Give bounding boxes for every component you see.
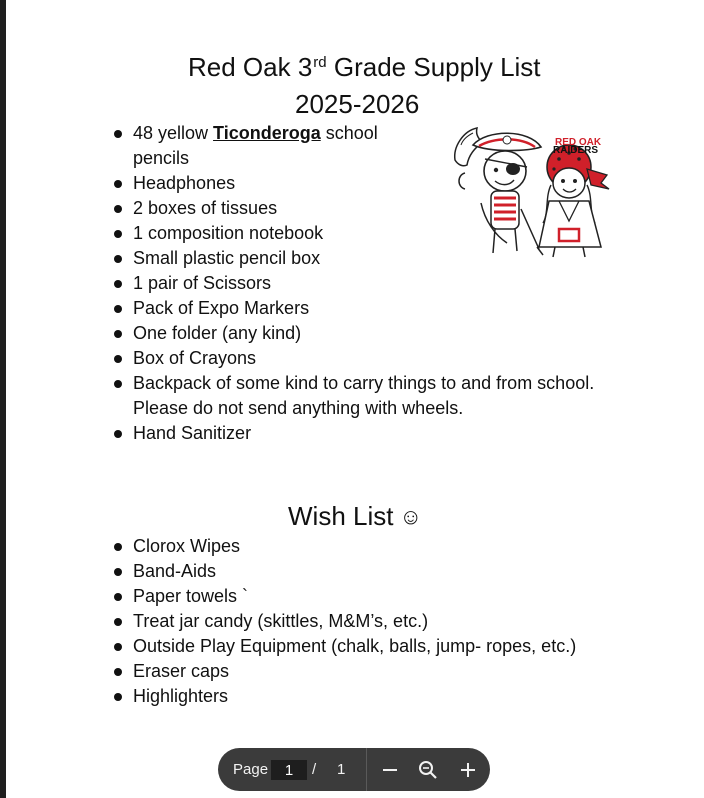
smiley-icon: ☺ <box>399 504 422 529</box>
list-item: 48 yellow Ticonderoga school <box>112 121 594 146</box>
pdf-page-toolbar <box>218 748 490 791</box>
list-item: Hand Sanitizer <box>112 421 594 446</box>
list-item: Outside Play Equipment (chalk, balls, jump- ropes, etc.) <box>112 634 576 659</box>
pdf-page <box>6 0 704 798</box>
list-item: Highlighters <box>112 684 576 709</box>
minus-icon <box>377 757 403 783</box>
title-text-rest: Grade Supply List <box>326 52 541 82</box>
wish-list <box>112 534 576 709</box>
page-number-input[interactable] <box>271 760 307 780</box>
list-item: 1 pair of Scissors <box>112 271 594 296</box>
brand-emphasis: Ticonderoga <box>213 123 321 143</box>
wish-list-title: Wish List <box>288 501 394 531</box>
zoom-in-button[interactable] <box>455 757 481 783</box>
list-item: Backpack of some kind to carry things to and from school. <box>112 371 594 396</box>
title-text: Red Oak 3 <box>188 52 313 82</box>
list-item: Box of Crayons <box>112 346 594 371</box>
list-item: Pack of Expo Markers <box>112 296 594 321</box>
logo-text-line1: RED OAK <box>555 137 602 148</box>
list-item: Paper towels ` <box>112 584 576 609</box>
school-year: 2025-2026 <box>295 89 420 119</box>
list-item: One folder (any kind) <box>112 321 594 346</box>
list-item: Eraser caps <box>112 659 576 684</box>
title-superscript: rd <box>313 54 327 71</box>
page-title <box>188 52 541 82</box>
zoom-button[interactable] <box>415 757 441 783</box>
page-separator: / <box>312 761 317 778</box>
zoom-out-button[interactable] <box>377 757 403 783</box>
page-label: Page <box>233 761 269 778</box>
total-pages: 1 <box>337 761 346 778</box>
plus-icon <box>455 757 481 783</box>
list-item: Treat jar candy (skittles, M&M’s, etc.) <box>112 609 576 634</box>
wish-list-heading <box>288 501 422 533</box>
magnifier-icon <box>415 757 441 783</box>
list-item: Clorox Wipes <box>112 534 576 559</box>
list-item: Band-Aids <box>112 559 576 584</box>
logo-text-line2: RAIDERS <box>553 145 599 156</box>
list-item: Headphones <box>112 171 594 196</box>
list-item-continuation: pencils <box>133 148 190 168</box>
toolbar-divider <box>366 748 367 791</box>
list-item: 1 composition notebook <box>112 221 594 246</box>
red-oak-raiders-logo <box>451 125 611 260</box>
list-item-continuation: Please do not send anything with wheels. <box>133 398 464 418</box>
list-item: 2 boxes of tissues <box>112 196 594 221</box>
list-item: Small plastic pencil box <box>112 246 594 271</box>
